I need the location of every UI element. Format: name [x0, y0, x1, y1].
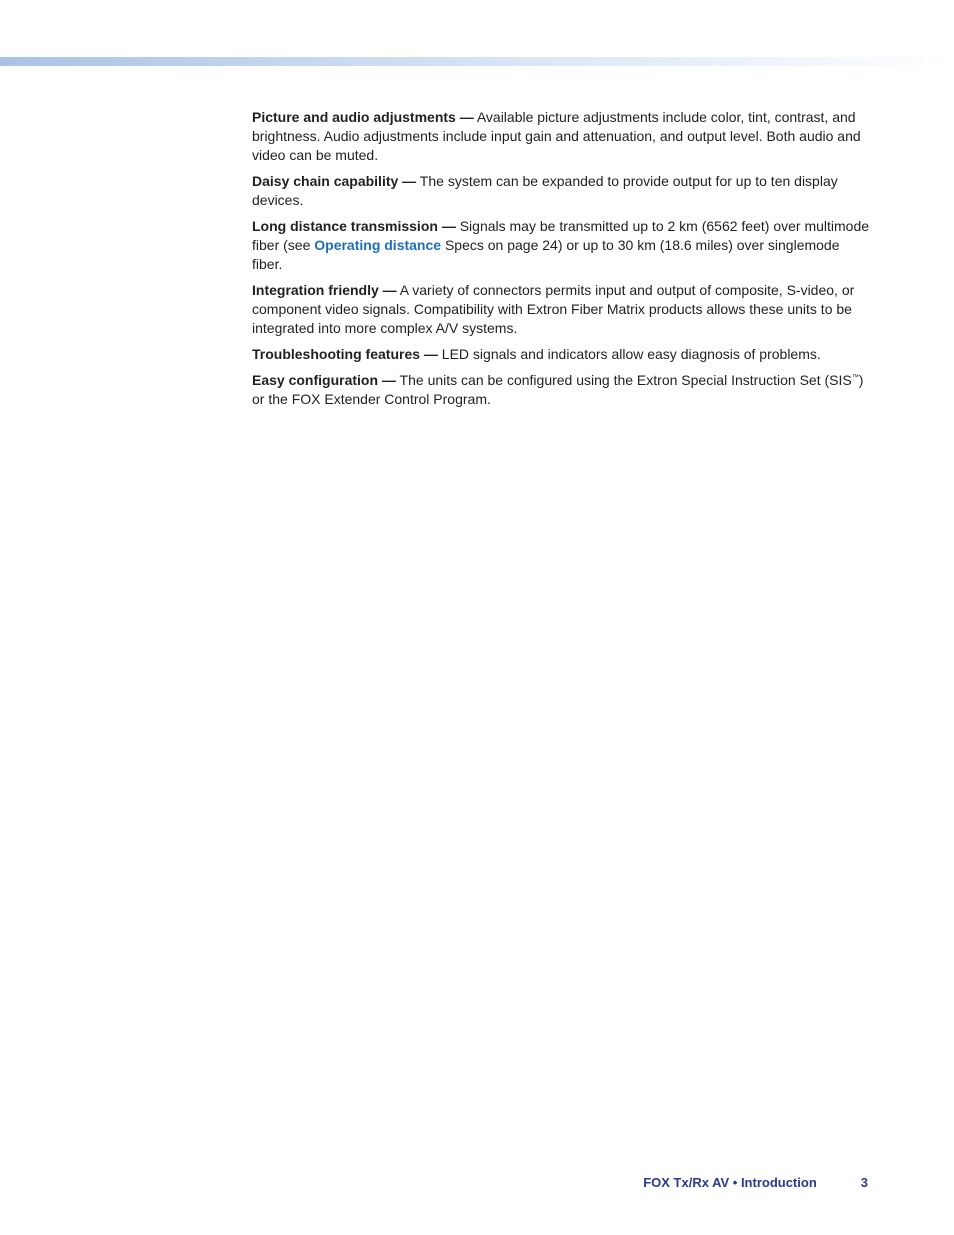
feature-description: The system can be expanded to provide output for up to ten display devices. [252, 173, 838, 208]
feature-term: Easy configuration — [252, 372, 396, 388]
feature-list [252, 108, 870, 416]
feature-description: Signals may be transmitted up to 2 km (6562 feet) over multimode fiber (see [252, 218, 870, 253]
header-gradient-bar [0, 57, 954, 66]
feature-term: Integration friendly — [252, 282, 397, 298]
feature-description-continued: Specs on page 24) or up to 30 km (18.6 miles) over singlemode fiber. [252, 237, 840, 272]
feature-troubleshooting [252, 345, 870, 364]
operating-distance-link[interactable]: Operating distance [314, 237, 442, 253]
feature-daisy-chain [252, 172, 870, 210]
feature-description: Available picture adjustments include color, tint, contrast, and brightness. Audio adjustments include input gain and attenuation, and output level. Both audio and video can be muted. [252, 109, 861, 163]
feature-term: Daisy chain capability — [252, 173, 417, 189]
feature-long-distance [252, 217, 870, 274]
feature-term: Long distance transmission — [252, 218, 456, 234]
feature-description: LED signals and indicators allow easy diagnosis of problems. [437, 346, 821, 362]
feature-description: A variety of connectors permits input and output of composite, S-video, or component video signals. Compatibility with Extron Fiber Matrix products allows these units to be integrated into more complex A/V systems. [252, 282, 855, 336]
feature-picture-audio [252, 108, 870, 165]
feature-integration [252, 281, 870, 338]
footer-section-title: FOX Tx/Rx AV • Introduction [643, 1175, 817, 1190]
page-number: 3 [860, 1175, 868, 1190]
feature-description: The units can be configured using the Extron Special Instruction Set (SIS [395, 372, 852, 388]
feature-term: Picture and audio adjustments — [252, 109, 474, 125]
feature-term: Troubleshooting features — [252, 346, 438, 362]
page-footer [643, 1175, 868, 1190]
feature-description-continued: ) or the FOX Extender Control Program. [252, 372, 864, 407]
feature-easy-configuration [252, 371, 870, 409]
trademark-symbol: ™ [851, 374, 859, 381]
